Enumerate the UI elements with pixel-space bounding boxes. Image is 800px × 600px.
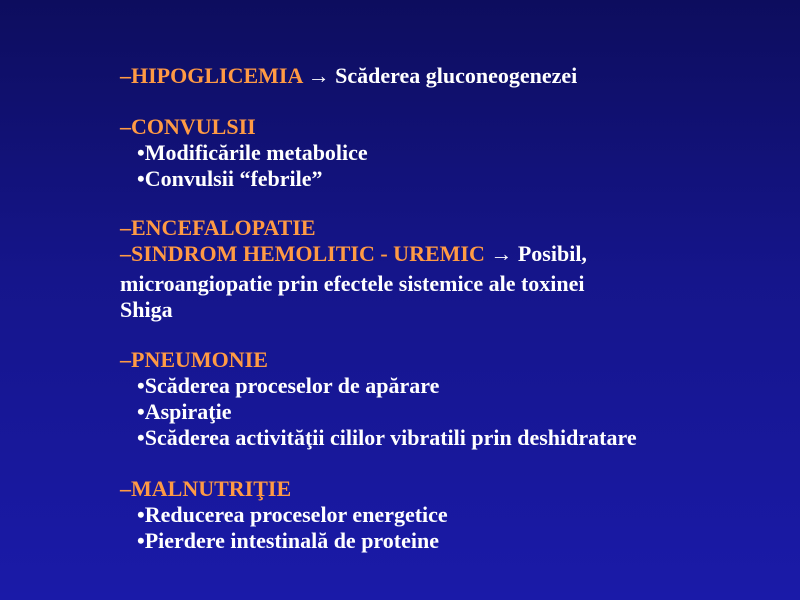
encefalopatie-line: [120, 215, 316, 241]
sindrom-dash: –: [120, 241, 131, 266]
convulsii-dash: –: [120, 114, 131, 139]
sindrom-heading: SINDROM HEMOLITIC - UREMIC: [131, 241, 485, 266]
convulsii-bullet: •Modificările metabolice: [137, 140, 368, 165]
malnutritie-dash: –: [120, 476, 131, 501]
hipoglicemia-arrow: →: [302, 63, 336, 88]
sindrom-line: [120, 241, 587, 267]
malnutritie-line: [120, 476, 291, 502]
pneumonie-bullet: •Scăderea proceselor de apărare: [137, 373, 440, 398]
pneumonie-line: [120, 347, 268, 373]
sindrom-text-line3: Shiga: [120, 297, 173, 322]
hipoglicemia-text: Scăderea gluconeogenezei: [335, 63, 578, 88]
pneumonie-heading: PNEUMONIE: [131, 347, 268, 372]
hipoglicemia-line: [120, 63, 577, 89]
encefalopatie-dash: –: [120, 215, 131, 240]
convulsii-heading: CONVULSII: [131, 114, 256, 139]
hipoglicemia-dash: –: [120, 63, 131, 88]
hipoglicemia-heading: HIPOGLICEMIA: [131, 63, 303, 88]
sindrom-text-line1: Posibil,: [517, 241, 587, 266]
pneumonie-bullet: •Scăderea activităţii cililor vibratili prin deshidratare: [137, 425, 637, 450]
convulsii-line: [120, 114, 256, 140]
malnutritie-bullet: •Reducerea proceselor energetice: [137, 502, 448, 527]
convulsii-bullet: •Convulsii “febrile”: [137, 166, 323, 191]
sindrom-text-line2: microangiopatie prin efectele sistemice ale toxinei: [120, 271, 585, 296]
malnutritie-heading: MALNUTRIŢIE: [131, 476, 292, 501]
encefalopatie-heading: ENCEFALOPATIE: [131, 215, 316, 240]
malnutritie-bullet: •Pierdere intestinală de proteine: [137, 528, 440, 553]
pneumonie-dash: –: [120, 347, 131, 372]
pneumonie-bullet: •Aspiraţie: [137, 399, 232, 424]
sindrom-arrow: →: [484, 241, 518, 266]
